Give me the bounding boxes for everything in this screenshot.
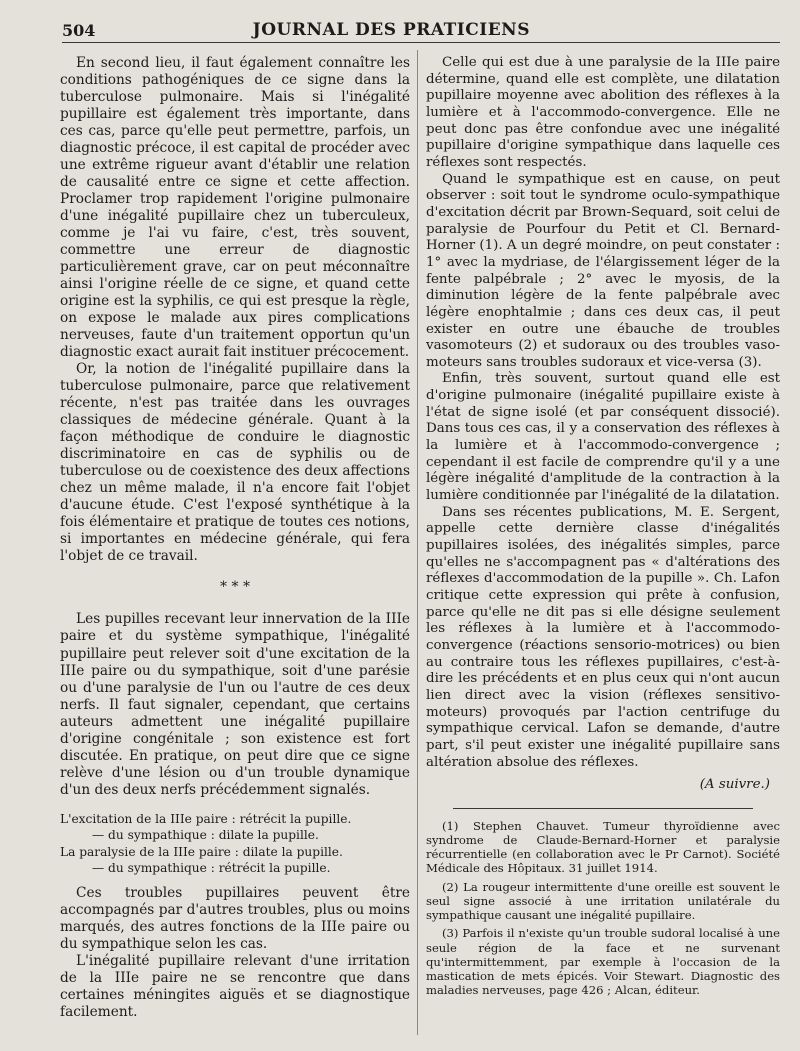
paragraph: Dans ses récentes publications, M. E. Sergent, appelle cette dernière classe d'inégalités pupillaires isolées, des inégalités simples, parce qu'elles ne s'accompagnent pas « d'altérations des réflexes d'accommodation de la pupille ». Ch. Lafon critique cette expression qui prête à confusion, parce qu'elle ne dit pas si elle désigne seulement les réflexes à la lumière et à l'accommodo-convergence (réactions sensorio-motrices) ou bien au contraire tous les réflexes pupillaires, c'est-à-dire les précédents et en plus ceux qui n'ont aucun lien direct avec la vision (réflexes sensitivo-moteurs) provoqués par l'action centrifuge du sympathique cervical. Lafon se demande, d'autre part, s'il peut exister une inégalité pupillaire sans altération absolue des réflexes. [426,504,780,770]
summary-line: L'excitation de la IIIe paire : rétrécit la pupille. [60,811,352,826]
paragraph: Enfin, très souvent, surtout quand elle est d'origine pulmonaire (inégalité pupillaire existe à l'état de signe isolé (et par conséquent dissocié). Dans tous ces cas, il y a conservation des réflexes à la lumière et à l'accommodo-convergence ; cependant il est facile de comprendre qu'il y a une légère inégalité d'amplitude de la contraction à la lumière conditionnée par l'inégalité de la dilatation. [426,371,780,504]
paragraph: En second lieu, il faut également connaître les conditions pathogéniques de ce signe dans la tuberculose pulmonaire. Mais si l'inégalité pupillaire est également très importante, dans ces cas, parce qu'elle peut permettre, parfois, un diagnostic précoce, il est capital de procéder avec une extrême rigueur avant d'établir une relation de causalité entre ce signe et cette affection. Proclamer trop rapidement l'origine pulmonaire d'une inégalité pupillaire chez un tuberculeux, comme je l'ai vu faire, c'est, très souvent, commettre une erreur de diagnostic particulièrement grave, car on peut méconnaître ainsi l'origine réelle de ce signe, et quand cette origine est la syphilis, ce qui est presque la règle, on expose le malade aux pires complications nerveuses, faute d'un traitement opportun qu'un diagnostic exact aurait fait instituer précocement. [60,55,410,361]
footnote-rule [453,808,753,809]
page-number: 504 [62,20,96,40]
summary-line: — du sympathique : dilate la pupille. [92,828,319,843]
paragraph: Les pupilles recevant leur innervation de la IIIe paire et du système sympathique, l'inégalité pupillaire peut relever soit d'une excitation de la IIIe paire ou du sympathique, soit d'une parésie ou d'une paralysie de l'un ou l'autre de ces deux nerfs. Il faut signaler, cependant, que certains auteurs admettent une inégalité pupillaire d'origine congénitale ; son existence est fort discutée. En pratique, on peut dire que ce signe relève d'une lésion ou d'un trouble dynamique d'un des deux nerfs précédemment signalés. [60,611,410,798]
page-header [62,18,780,43]
summary-line: — du sympathique : rétrécit la pupille. [92,861,331,876]
left-column [60,55,410,1021]
footnote: (1) Stephen Chauvet. Tumeur thyroïdienne avec syndrome de Claude-Bernard-Horner et paralysie récurrentielle (en collaboration avec le Pr Carnot). Société Médicale des Hôpitaux. 31 juillet 1914. [426,818,780,876]
summary-list [60,811,410,877]
paragraph: Celle qui est due à une paralysie de la IIIe paire détermine, quand elle est complète, une dilatation pupillaire moyenne avec abolition des réflexes à la lumière et à l'accommodo-convergence. Elle ne peut donc pas être confondue avec une inégalité pupillaire d'origine sympathique dans laquelle ces réflexes sont respectés. [426,55,780,170]
paragraph: L'inégalité pupillaire relevant d'une irritation de la IIIe paire ne se rencontre que dans certaines méningites aiguës et se diagnostique facilement. [60,952,410,1020]
footnote: (2) La rougeur intermittente d'une oreille est souvent le seul signe associé à une irritation unilatérale du sympathique causant une inégalité pupillaire. [426,879,780,923]
to-be-continued: (A suivre.) [699,777,770,793]
paragraph: Quand le sympathique est en cause, on peut observer : soit tout le syndrome oculo-sympathique d'excitation décrit par Brown-Sequard, soit celui de paralysie de Pourfour du Petit et Cl. Bernard-Horner (1). A un degré moindre, on peut constater : 1° avec la mydriase, de l'élargissement léger de la fente palpébrale ; 2° avec le myosis, de la diminution légère de la fente palpébrale avec légère enophtalmie ; dans ces deux cas, il peut exister en outre une ébauche de troubles vasomoteurs (2) et sudoraux ou des troubles vaso-moteurs sans troubles sudoraux et vice-versa (3). [426,171,780,370]
footnote: (3) Parfois il n'existe qu'un trouble sudoral localisé à une seule région de la face et ne survenant qu'intermittemment, par exemple à l'occasion de la mastication de mets épicés. Voir Stewart. Diagnostic des maladies nerveuses, page 426 ; Alcan, éditeur. [426,926,780,998]
summary-line: La paralysie de la IIIe paire : dilate la pupille. [60,844,343,859]
journal-title: JOURNAL DES PRATICIENS [252,20,530,40]
section-separator: * * * [220,579,250,596]
column-divider [417,50,418,1035]
right-column [426,55,780,1001]
paragraph: Or, la notion de l'inégalité pupillaire dans la tuberculose pulmonaire, parce que relativement récente, n'est pas traitée dans les ouvrages classiques de médecine générale. Quant à la façon méthodique de conduire le diagnostic discriminatoire en cas de syphilis ou de tuberculose ou de coexistence des deux affections chez un même malade, il n'a encore fait l'objet d'aucune étude. C'est l'exposé synthétique à la fois élémentaire et pratique de toutes ces notions, si importantes en médecine générale, qui fera l'objet de ce travail. [60,361,410,565]
paragraph: Ces troubles pupillaires peuvent être accompagnés par d'autres troubles, plus ou moins marqués, des autres fonctions de la IIIe paire ou du sympathique selon les cas. [60,884,410,952]
